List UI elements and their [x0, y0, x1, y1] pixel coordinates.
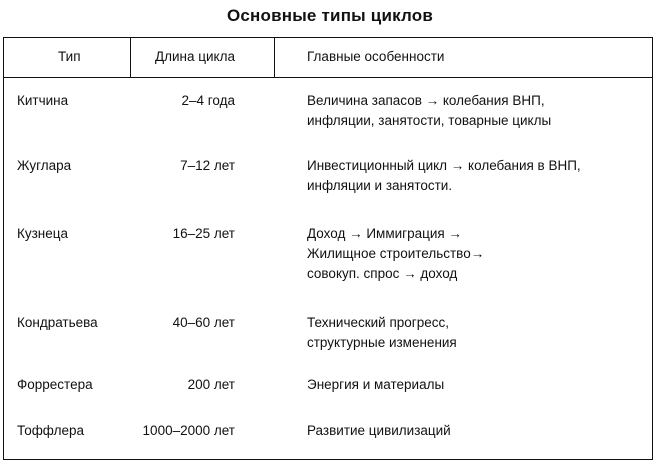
cell-cycle-length: 7–12 лет: [180, 158, 235, 173]
cell-main-features: [307, 375, 637, 395]
cell-type: Кузнеца: [17, 226, 69, 241]
column-divider: [274, 38, 275, 78]
cycles-table: [3, 37, 653, 460]
cell-type: Кондратьева: [17, 315, 98, 330]
page-title: Основные типы циклов: [226, 6, 434, 25]
feature-line: инфляции, занятости, товарные циклы: [307, 113, 552, 128]
feature-line: Жилищное строительство→: [307, 246, 485, 261]
feature-line: Доход → Иммиграция →: [307, 226, 462, 241]
header-main-features: Главные особенности: [307, 49, 445, 64]
feature-line: структурные изменения: [307, 335, 457, 350]
cell-main-features: [307, 421, 637, 441]
column-divider: [130, 38, 131, 78]
cell-cycle-length: 40–60 лет: [172, 315, 235, 330]
cell-main-features: [307, 91, 637, 131]
cell-cycle-length: 2–4 года: [181, 93, 235, 108]
cell-type: Форрестера: [17, 377, 93, 392]
cell-cycle-length: 200 лет: [187, 377, 235, 392]
cell-type: Китчина: [17, 93, 69, 108]
feature-line: Инвестиционный цикл → колебания в ВНП,: [307, 158, 581, 173]
cell-main-features: [307, 313, 637, 353]
feature-line: Энергия и материалы: [307, 377, 445, 392]
cell-type: Тоффлера: [17, 423, 85, 438]
feature-line: совокуп. спрос → доход: [307, 266, 458, 281]
cell-type: Жуглара: [17, 158, 72, 173]
header-type: Тип: [58, 49, 81, 64]
feature-line: инфляции и занятости.: [307, 178, 453, 193]
cell-cycle-length: 16–25 лет: [172, 226, 235, 241]
feature-line: Величина запасов → колебания ВНП,: [307, 93, 545, 108]
cell-cycle-length: 1000–2000 лет: [142, 423, 235, 438]
cell-main-features: [307, 224, 637, 284]
cell-main-features: [307, 156, 637, 196]
feature-line: Развитие цивилизаций: [307, 423, 451, 438]
table-header-row: [4, 38, 652, 78]
feature-line: Технический прогресс,: [307, 315, 449, 330]
header-cycle-length: Длина цикла: [155, 49, 235, 64]
